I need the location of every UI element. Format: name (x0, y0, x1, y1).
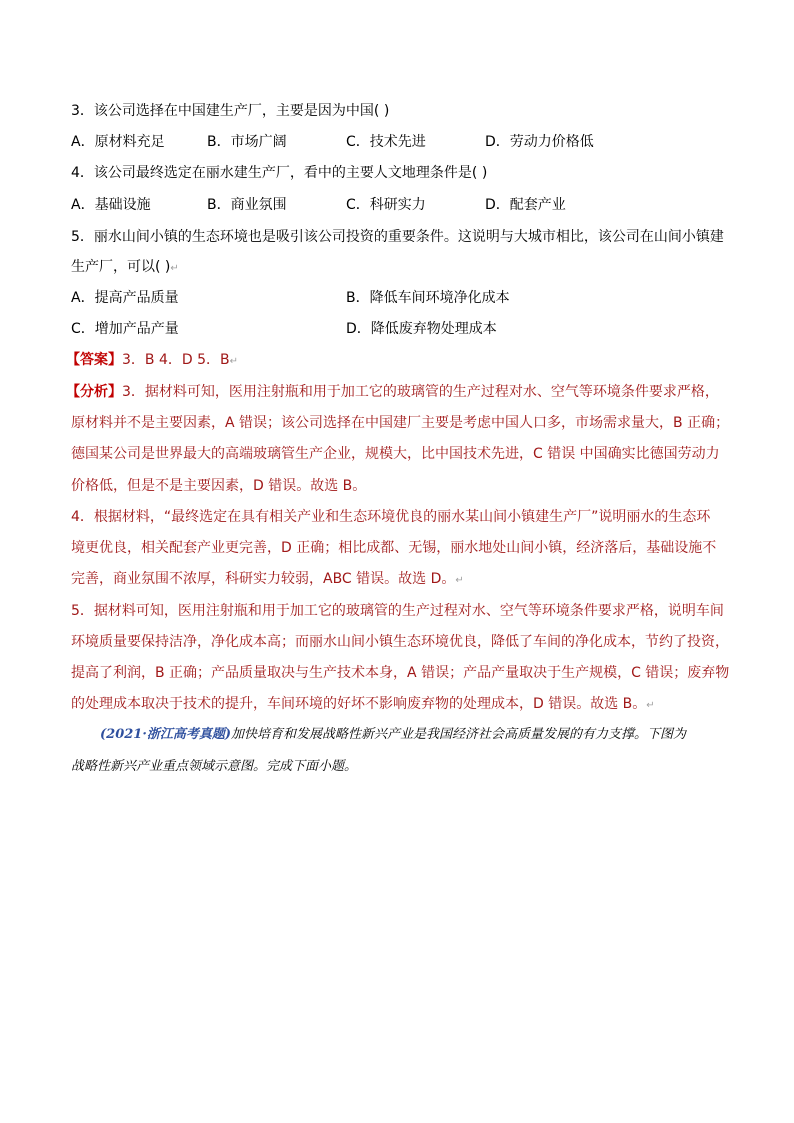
question-3-stem: 3．该公司选择在中国建生产厂，主要是因为中国( ) (71, 103, 390, 119)
question-3-option-d: D．劳动力价格低 (485, 134, 594, 150)
next-intro-line-1-text: 加快培育和发展战略性新兴产业是我国经济社会高质量发展的有力支撑。下图为 (231, 727, 687, 742)
question-5-option-c: C．增加产品产量 (71, 321, 179, 337)
question-3-option-c: C．技术先进 (346, 134, 426, 150)
analysis-5-line-3: 提高了利润，B 正确；产品质量取决与生产技术本身，A 错误；产品产量取决于生产规模，C 错误；废弃物 (71, 665, 730, 681)
analysis-3-line-3: 德国某公司是世界最大的高端玻璃管生产企业，规模大，比中国技术先进，C 错误 中国确实比德国劳动力 (71, 446, 720, 462)
paragraph-mark-icon: ↵ (229, 356, 239, 367)
question-4-option-a: A．基础设施 (71, 197, 151, 213)
analysis-3-line-2: 原材料并不是主要因素，A 错误；该公司选择在中国建厂主要是考虑中国人口多，市场需求量大，B 正确； (71, 415, 730, 431)
analysis-5-line-4-text: 的处理成本取决于技术的提升，车间环境的好坏不影响废弃物的处理成本，D 错误。故选 B。 (71, 696, 647, 712)
answer-line (66, 351, 238, 371)
question-5-option-b: B．降低车间环境净化成本 (346, 290, 510, 306)
analysis-4-line-2: 境更优良，相关配套产业更完善，D 正确；相比成都、无锡，丽水地处山间小镇，经济落后，基础设施不 (71, 540, 717, 556)
question-4-stem: 4．该公司最终选定在丽水建生产厂，看中的主要人文地理条件是( ) (71, 165, 488, 181)
question-5-stem-line-1: 5．丽水山间小镇的生态环境也是吸引该公司投资的重要条件。这说明与大城市相比，该公司在山间小镇建 (71, 229, 724, 245)
analysis-4-line-3-text: 完善，商业氛围不浓厚，科研实力较弱，ABC 错误。故选 D。 (71, 571, 456, 587)
question-4-option-c: C．科研实力 (346, 197, 426, 213)
analysis-5-line-2: 环境质量要保持洁净，净化成本高；而丽水山间小镇生态环境优良，降低了车间的净化成本，节约了投资， (71, 634, 729, 650)
analysis-3-line-4: 价格低，但是不是主要因素，D 错误。故选 B。 (71, 478, 367, 494)
analysis-4-line-1: 4．根据材料，“最终选定在具有相关产业和生态环境优良的丽水某山间小镇建生产厂”说明丽水的生态环 (71, 509, 711, 525)
paragraph-mark-icon: ↵ (646, 700, 655, 711)
paragraph-mark-icon: ↵ (455, 575, 464, 586)
answer-tag: 【答案】 (66, 352, 122, 368)
analysis-5-line-4 (71, 695, 655, 715)
question-5-option-d: D．降低废弃物处理成本 (346, 321, 497, 337)
analysis-3-line-1 (66, 383, 719, 401)
analysis-3-line-1-text: 3．据材料可知，医用注射瓶和用于加工它的玻璃管的生产过程对水、空气等环境条件要求严格， (122, 384, 719, 400)
analysis-4-line-3 (71, 570, 464, 590)
question-3-option-a: A．原材料充足 (71, 134, 165, 150)
question-5-stem-line-2-text: 生产厂，可以( ) (71, 259, 171, 275)
analysis-5-line-1: 5．据材料可知，医用注射瓶和用于加工它的玻璃管的生产过程对水、空气等环境条件要求严格，说明车间 (71, 603, 724, 619)
answer-text: 3．B 4．D 5．B (122, 352, 230, 368)
question-5-stem-line-2 (71, 258, 179, 278)
paragraph-mark-icon: ↵ (170, 263, 179, 274)
question-3-option-b: B．市场广阔 (207, 134, 287, 150)
question-4-option-d: D．配套产业 (485, 197, 566, 213)
question-5-option-a: A．提高产品质量 (71, 290, 179, 306)
source-tag: (2021·浙江高考真题) (100, 727, 232, 742)
next-intro-line-1 (100, 726, 686, 744)
next-intro-line-2: 战略性新兴产业重点领域示意图。完成下面小题。 (71, 759, 358, 774)
question-4-option-b: B．商业氛围 (207, 197, 287, 213)
analysis-tag: 【分析】 (66, 384, 122, 400)
